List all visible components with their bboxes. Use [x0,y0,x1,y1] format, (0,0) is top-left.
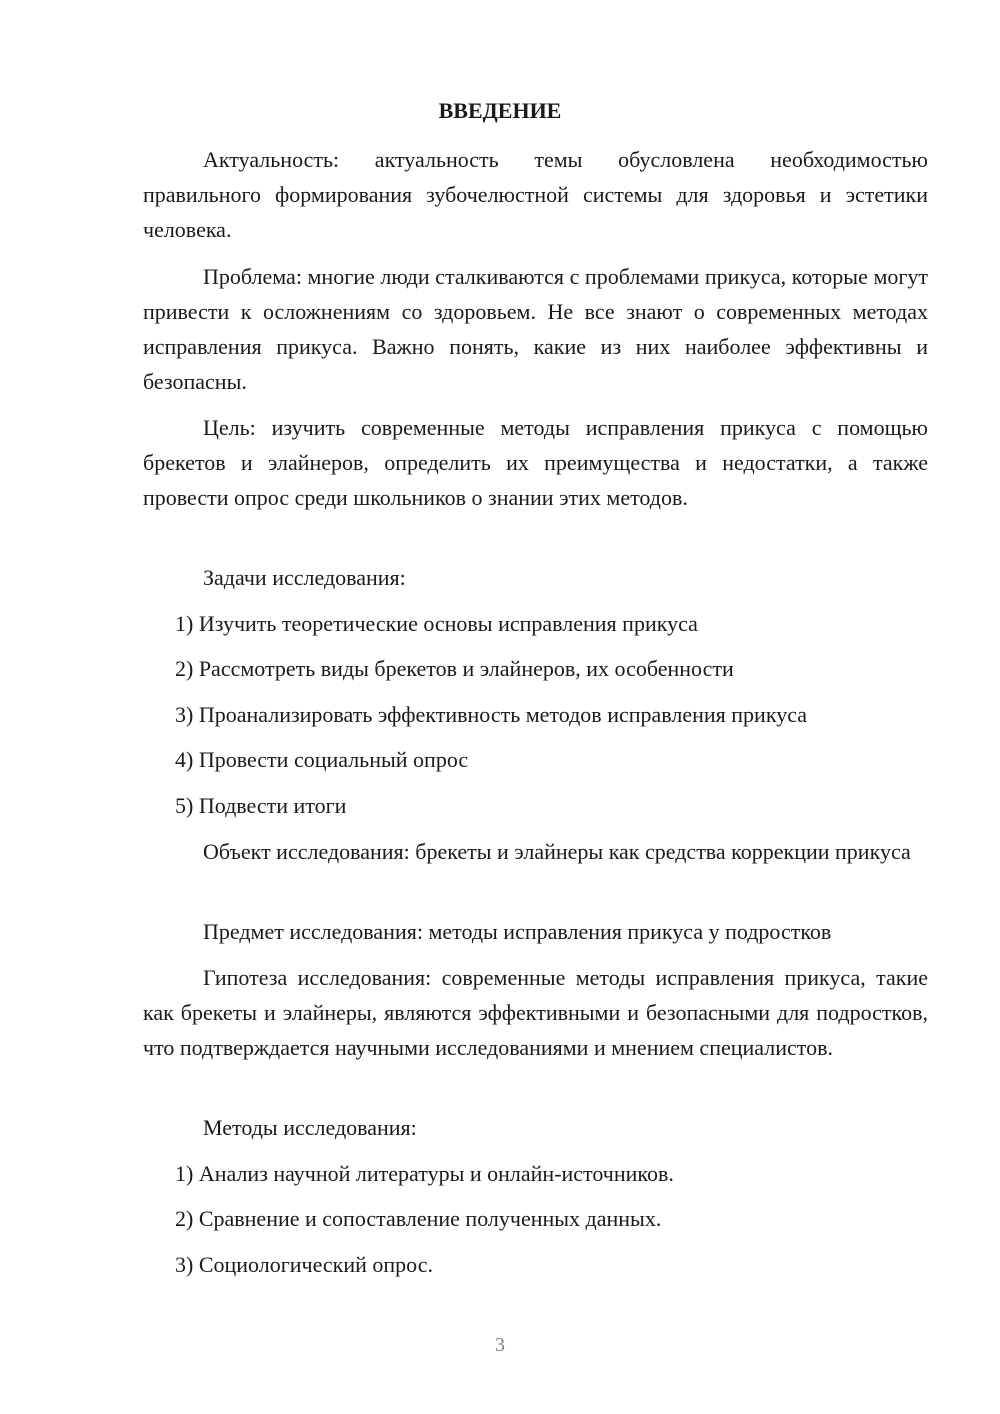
relevance-text: Актуальность: актуальность темы обусловлена необходимостью правильного формирования зубочелюстной системы для здоровья и эстетики человека. [143,147,928,242]
task-item [143,788,928,823]
method-item-text: 1) Анализ научной литературы и онлайн-источников. [175,1161,674,1186]
method-item [143,1247,928,1282]
task-item-text: 1) Изучить теоретические основы исправления прикуса [175,611,698,636]
subject-paragraph [143,914,928,949]
goal-paragraph [143,410,928,515]
method-item [143,1156,928,1191]
problem-text: Проблема: многие люди сталкиваются с проблемами прикуса, которые могут привести к осложнениям со здоровьем. Не все знают о современных методах исправления прикуса. Важно понять, какие из них наиболее эффективны и безопасны. [143,264,928,394]
task-item-text: 4) Провести социальный опрос [175,747,469,772]
task-item [143,651,928,686]
task-item-text: 3) Проанализировать эффективность методов исправления прикуса [175,702,807,727]
tasks-heading-text: Задачи исследования: [203,565,406,590]
task-item [143,606,928,641]
goal-text: Цель: изучить современные методы исправления прикуса с помощью брекетов и элайнеров, определить их преимущества и недостатки, а также провести опрос среди школьников о знании этих методов. [143,415,928,510]
method-item-text: 2) Сравнение и сопоставление полученных данных. [175,1206,662,1231]
methods-heading [143,1110,928,1145]
problem-paragraph [143,259,928,399]
task-item-text: 2) Рассмотреть виды брекетов и элайнеров, их особенности [175,656,734,681]
task-item-text: 5) Подвести итоги [175,793,347,818]
task-item [143,697,928,732]
page-number: 3 [495,1334,505,1356]
object-paragraph [143,834,928,869]
tasks-heading [143,560,928,595]
methods-heading-text: Методы исследования: [203,1115,417,1140]
relevance-paragraph [143,142,928,247]
hypothesis-text: Гипотеза исследования: современные методы исправления прикуса, такие как брекеты и элайнеры, являются эффективными и безопасными для подростков, что подтверждается научными исследованиями и мнением специалистов. [143,965,928,1060]
object-text: Объект исследования: брекеты и элайнеры как средства коррекции прикуса [203,839,911,864]
subject-text: Предмет исследования: методы исправления прикуса у подростков [203,919,832,944]
task-item [143,742,928,777]
method-item-text: 3) Социологический опрос. [175,1252,433,1277]
hypothesis-paragraph [143,960,928,1065]
page-title: ВВЕДЕНИЕ [438,98,562,123]
method-item [143,1201,928,1236]
